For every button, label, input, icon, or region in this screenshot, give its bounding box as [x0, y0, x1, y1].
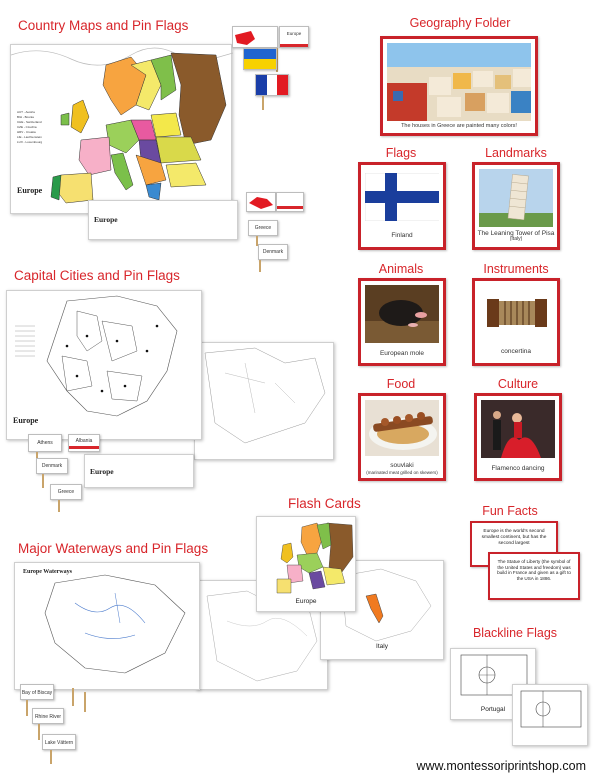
svg-text:LUX - Luxembourg: LUX - Luxembourg: [17, 140, 43, 144]
capital-pin-3: [58, 500, 60, 512]
blackline-flags-title: Blackline Flags: [472, 626, 558, 640]
blackline-flag-card-2: [512, 684, 588, 746]
capital-flag-albania: Albania: [68, 434, 100, 452]
greece-houses-image: [387, 43, 531, 121]
culture-title: Culture: [497, 377, 539, 391]
fun-fact-card-2: [488, 552, 580, 600]
flag-pin-stick-4: [259, 260, 261, 272]
animals-caption: European mole: [379, 349, 425, 357]
flag-pin-greece: Greece: [248, 220, 278, 236]
waterway-flag-rhine: Rhine River: [32, 708, 64, 724]
capital-map-title: Europe: [13, 416, 39, 425]
flash-cards-title: Flash Cards: [288, 496, 361, 511]
svg-text:CHE - Switzerland: CHE - Switzerland: [17, 120, 42, 124]
waterway-pin-4: [72, 688, 74, 706]
svg-text:BIH - Bosnia: BIH - Bosnia: [17, 115, 34, 119]
flash-card-italy-label: Italy: [376, 643, 388, 650]
capital-map-sheet-title: Europe: [90, 467, 114, 476]
svg-text:CZE - Czechia: CZE - Czechia: [17, 125, 37, 129]
waterway-flag-vattern: Lake Vättern: [42, 734, 76, 750]
svg-text:HRV - Croatia: HRV - Croatia: [17, 130, 36, 134]
concertina-image: [479, 285, 553, 341]
website-url[interactable]: www.montessoriprintshop.com: [416, 759, 586, 773]
fun-facts-title: Fun Facts: [482, 504, 538, 518]
flamenco-image: [481, 400, 555, 458]
flag-pin-red-label: [276, 192, 304, 212]
flag-pin-denmark: Denmark: [258, 244, 288, 260]
culture-card: [474, 393, 562, 481]
country-map-sheet: [10, 44, 232, 214]
fun-fact-2-text: The Statue of Liberty (the symbol of the United States and freedom) was build in France and given as a gift to the USA in 1886.: [497, 559, 571, 582]
flag-pin-europe-map: [232, 26, 278, 48]
landmarks-title: Landmarks: [485, 146, 547, 160]
landmarks-card: [472, 162, 560, 250]
geography-folder-card: [380, 36, 538, 136]
blackline-caption: Portugal: [480, 706, 506, 713]
european-mole-image: [365, 285, 439, 343]
instruments-title: Instruments: [483, 262, 549, 276]
food-caption: souvlaki (marinated meat grilled on skewers): [366, 462, 438, 475]
capital-flag-denmark: Denmark: [36, 458, 68, 474]
flash-card-europe: [256, 516, 356, 612]
landmarks-caption: The Leaning Tower of Pisa (Italy): [477, 229, 555, 243]
flags-caption: Finland: [391, 231, 413, 239]
geography-folder-caption: The houses in Greece are painted many colors!: [401, 122, 517, 129]
waterways-map-title: Europe Waterways: [23, 569, 72, 575]
waterway-flag-biscay: Bay of Biscay: [20, 684, 54, 700]
flag-ukraine: [243, 48, 277, 70]
flags-title: Flags: [385, 146, 417, 160]
animals-title: Animals: [378, 262, 424, 276]
flags-card: [358, 162, 446, 250]
country-maps-title: Country Maps and Pin Flags: [18, 18, 189, 33]
waterways-map-sheet: [14, 562, 200, 690]
country-map-graphic: [11, 45, 233, 215]
fun-fact-1-text: Europe is the world's second smallest continent, but has the second largest: [481, 529, 547, 546]
flag-pin-europe-label: Europe: [279, 26, 309, 48]
souvlaki-image: [365, 400, 439, 456]
country-map-title: Europe: [17, 186, 43, 195]
country-map-sheet-title: Europe: [94, 215, 118, 224]
capital-map-sheet: [6, 290, 202, 440]
food-card: [358, 393, 446, 481]
waterway-pin-2: [38, 724, 40, 740]
capital-map-sheet-2: [84, 454, 194, 488]
geography-folder-title: Geography Folder: [409, 16, 511, 30]
capital-flag-greece: Greece: [50, 484, 82, 500]
instruments-caption: concertina: [501, 347, 531, 355]
finland-flag-image: [365, 173, 439, 229]
capital-pin-2: [42, 474, 44, 488]
country-map-sheet-2: [88, 200, 238, 240]
culture-caption: Flamenco dancing: [491, 464, 545, 472]
capital-cities-title: Capital Cities and Pin Flags: [14, 268, 180, 283]
svg-text:LIE - Liechtenstein: LIE - Liechtenstein: [17, 135, 42, 139]
waterways-title: Major Waterways and Pin Flags: [18, 541, 209, 556]
instruments-card: [472, 278, 560, 366]
flash-card-europe-label: Europe: [295, 598, 317, 605]
capital-flag-athens: Athens: [28, 434, 62, 452]
capital-map-sheet-back: [194, 342, 334, 460]
waterways-map-graphic: [15, 563, 201, 691]
pisa-tower-image: [479, 169, 553, 227]
svg-text:AUT - Austria: AUT - Austria: [17, 110, 35, 114]
waterway-pin-1: [26, 700, 28, 716]
animals-card: [358, 278, 446, 366]
food-title: Food: [386, 377, 416, 391]
waterway-pin-3: [50, 750, 52, 764]
flag-pin-red-map: [246, 192, 276, 212]
flag-france: [255, 74, 289, 96]
flag-pin-stick-2: [262, 96, 264, 110]
waterway-pin-5: [84, 692, 86, 712]
